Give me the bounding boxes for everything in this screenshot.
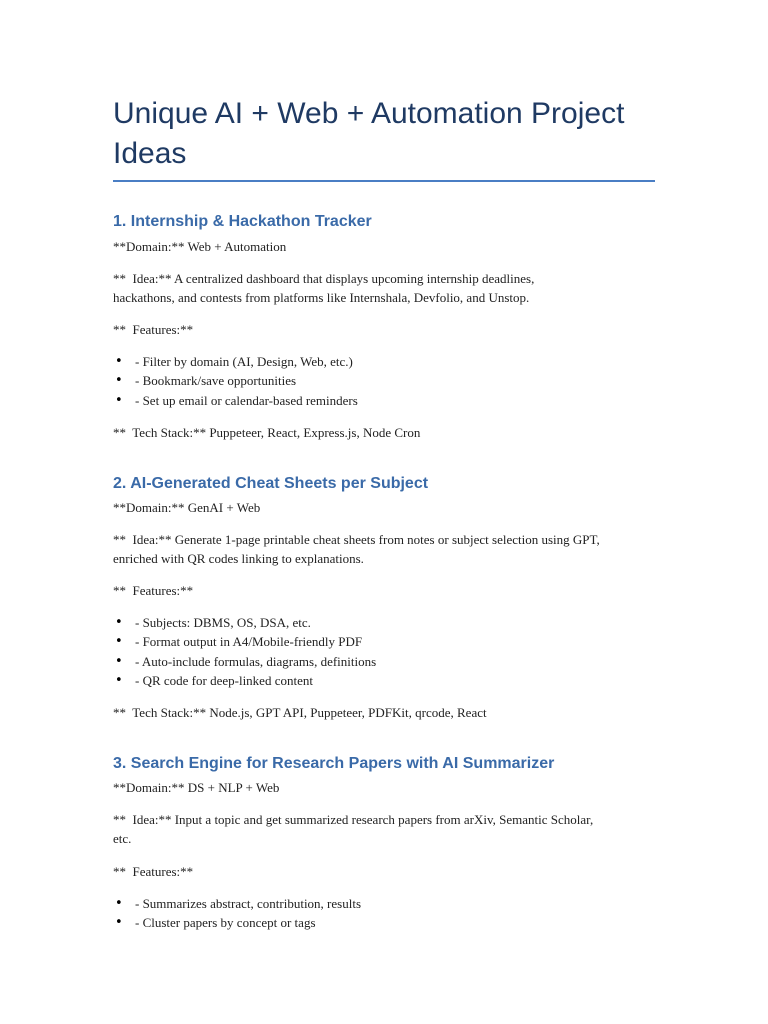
bullet-icon: • [115,392,123,408]
feature-text: - Filter by domain (AI, Design, Web, etc.) [135,354,353,369]
section-1-idea-line-2: hackathons, and contests from platforms like Internshala, Devfolio, and Unstop. [113,290,530,305]
section-2-tech-stack: ** Tech Stack:** Node.js, GPT API, Puppeteer, PDFKit, qrcode, React [113,705,487,720]
document-title: Unique AI + Web + Automation Project Ideas [113,97,625,170]
section-1-features-label: ** Features:** [113,322,194,337]
feature-text: - QR code for deep-linked content [135,673,313,689]
section-1-domain: **Domain:** Web + Automation [113,239,287,254]
feature-text: - Auto-include formulas, diagrams, definitions [135,653,377,669]
list-item [113,352,655,371]
bullet-icon: • [115,653,123,669]
list-item [113,613,655,632]
section-2-heading: 2. AI-Generated Cheat Sheets per Subject [113,475,429,492]
feature-text: - Set up email or calendar-based reminders [135,392,358,408]
section-2-domain: **Domain:** GenAI + Web [113,500,261,515]
section-2-idea-line-1: ** Idea:** Generate 1-page printable cheat sheets from notes or subject selection using GPT, [113,532,600,547]
section-2-features-label: ** Features:** [113,583,194,598]
list-item [113,894,655,913]
section-1-feature-list [113,352,655,410]
bullet-icon: • [115,915,123,931]
section-2-idea-line-2: enriched with QR codes linking to explanations. [113,551,364,566]
section-1-tech-stack: ** Tech Stack:** Puppeteer, React, Express.js, Node Cron [113,425,421,440]
section-3-features-label: ** Features:** [113,864,194,879]
title-underline [113,180,655,182]
section-3-idea-line-1: ** Idea:** Input a topic and get summarized research papers from arXiv, Semantic Scholar, [113,812,594,827]
feature-text: - Bookmark/save opportunities [135,373,297,389]
feature-text: - Subjects: DBMS, OS, DSA, etc. [135,615,311,630]
bullet-icon: • [115,615,123,630]
bullet-icon: • [115,354,123,369]
bullet-icon: • [115,896,123,911]
section-1-idea-line-1: ** Idea:** A centralized dashboard that displays upcoming internship deadlines, [113,271,535,286]
bullet-icon: • [115,673,123,689]
section-2-feature-list [113,613,655,691]
feature-text: - Cluster papers by concept or tags [135,915,316,931]
section-3-heading: 3. Search Engine for Research Papers with AI Summarizer [113,755,555,772]
section-1-heading: 1. Internship & Hackathon Tracker [113,213,372,230]
section-3-domain: **Domain:** DS + NLP + Web [113,780,280,795]
bullet-icon: • [115,373,123,389]
section-3-feature-list [113,894,655,933]
feature-text: - Summarizes abstract, contribution, results [135,896,362,911]
list-item [113,371,655,390]
section-3-idea-line-2: etc. [113,831,132,846]
list-item [113,913,655,932]
list-item [113,391,655,410]
feature-text: - Format output in A4/Mobile-friendly PDF [135,634,363,650]
bullet-icon: • [115,634,123,650]
list-item [113,671,655,690]
list-item [113,652,655,671]
list-item [113,632,655,651]
